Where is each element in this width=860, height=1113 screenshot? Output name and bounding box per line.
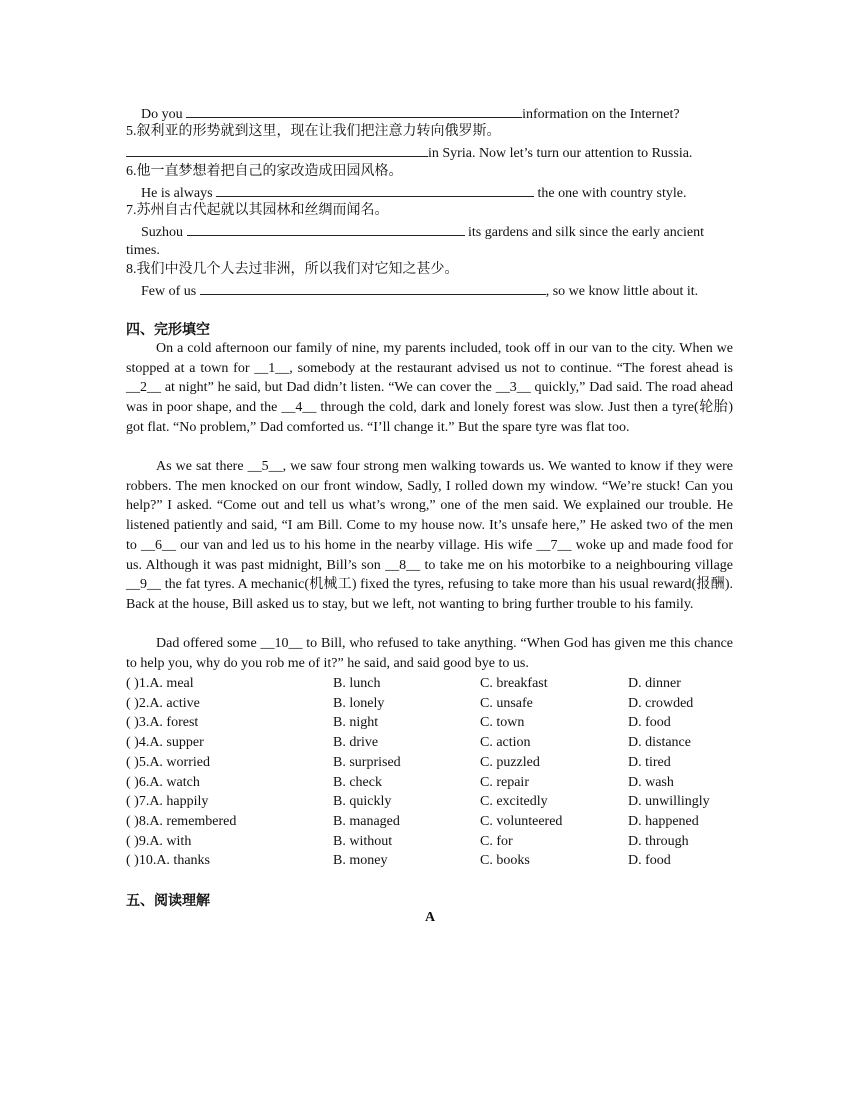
option-b[interactable]: B. managed — [333, 813, 400, 829]
option-row-4[interactable] — [126, 733, 733, 753]
q8-english-line — [141, 280, 733, 302]
q6-en-start: He is always — [141, 186, 213, 201]
q8-answer-blank[interactable] — [200, 280, 546, 295]
q4-en-end: information on the Internet? — [522, 107, 680, 122]
option-a[interactable]: ( )5.A. worried — [126, 754, 210, 770]
q7-english-continuation: times. — [126, 243, 160, 258]
q7-en-end: its gardens and silk since the early ancient — [468, 225, 704, 240]
option-a[interactable]: ( )7.A. happily — [126, 794, 209, 810]
q8-chinese-line: 8.我们中没几个人去过非洲，所以我们对它知之甚少。 — [126, 262, 459, 277]
option-a[interactable]: ( )8.A. remembered — [126, 813, 237, 829]
option-b[interactable]: B. quickly — [333, 794, 392, 810]
option-row-2[interactable] — [126, 694, 733, 714]
option-d[interactable]: D. dinner — [628, 676, 681, 691]
q5-english-line — [126, 142, 733, 164]
option-b[interactable]: B. surprised — [333, 754, 401, 770]
q4-en-start: Do you — [141, 107, 183, 122]
option-c[interactable]: C. volunteered — [480, 813, 563, 829]
q5-chinese-line: 5.叙利亚的形势就到这里，现在让我们把注意力转向俄罗斯。 — [126, 124, 501, 139]
q8-en-end: , so we know little about it. — [545, 284, 699, 299]
option-row-1[interactable] — [126, 674, 733, 694]
option-a[interactable]: ( )9.A. with — [126, 833, 192, 849]
option-c[interactable]: C. unsafe — [480, 695, 533, 711]
q5-en-end: in Syria. Now let’s turn our attention to Russia. — [428, 146, 693, 161]
option-row-8[interactable] — [126, 812, 733, 832]
option-d[interactable]: D. food — [628, 853, 671, 869]
option-row-7[interactable] — [126, 792, 733, 812]
option-c[interactable]: C. excitedly — [480, 794, 548, 810]
option-row-3[interactable] — [126, 713, 733, 733]
q7-en-start: Suzhou — [141, 225, 183, 240]
cloze-paragraph-3: Dad offered some __10__ to Bill, who refused to take anything. “When God has given me this chance to help you, why do you rob me of it?” he said, and said good bye to us. — [126, 636, 733, 671]
q6-chinese-line: 6.他一直梦想着把自己的家改造成田园风格。 — [126, 164, 403, 179]
q5-answer-blank[interactable] — [126, 142, 428, 157]
option-c[interactable]: C. books — [480, 853, 530, 869]
option-d[interactable]: D. wash — [628, 774, 674, 790]
q7-chinese-line: 7.苏州自古代起就以其园林和丝绸而闻名。 — [126, 203, 389, 218]
q7-english-line — [141, 221, 733, 243]
option-c[interactable]: C. puzzled — [480, 754, 540, 770]
option-b[interactable]: B. money — [333, 853, 388, 869]
option-a[interactable]: ( )2.A. active — [126, 695, 200, 711]
option-c[interactable]: C. action — [480, 735, 531, 751]
cloze-paragraph-2: As we sat there __5__, we saw four strong men walking towards us. We wanted to know if they were robbers. The men knocked on our front window, Sadly, I rolled down my window. “We’re stuck! Can you help?” I asked. “Come out and tell us what’s wrong,” one of the men said. We explained our trouble. He listened patiently and said, “I am Bill. Come to my house now. It’s unsafe here,” He asked two of the men to __6__ our van and led us to his home in the nearby village. His wife __7__ woke up and made food for us. Although it was past midnight, Bill’s son __8__ to take me on his motorbike to a neighbouring village __9__ the fat tyres. A mechanic(机械工) fixed the tyres, refusing to take more than his usual reward(报酬). Back at the house, Bill asked us to stay, but we left, not wanting to bring further trouble to his family. — [126, 459, 733, 612]
option-b[interactable]: B. lunch — [333, 676, 381, 691]
option-row-6[interactable] — [126, 773, 733, 793]
option-row-9[interactable] — [126, 832, 733, 852]
q8-en-start: Few of us — [141, 284, 197, 299]
cloze-heading: 四、完形填空 — [126, 323, 210, 338]
option-d[interactable]: D. crowded — [628, 695, 694, 711]
option-a[interactable]: ( )4.A. supper — [126, 735, 204, 751]
option-d[interactable]: D. distance — [628, 735, 691, 751]
reading-heading: 五、阅读理解 — [126, 894, 210, 909]
option-d[interactable]: D. happened — [628, 813, 699, 829]
option-b[interactable]: B. drive — [333, 735, 379, 751]
option-c[interactable]: C. breakfast — [480, 676, 548, 691]
option-c[interactable]: C. repair — [480, 774, 529, 790]
option-a[interactable]: ( )3.A. forest — [126, 715, 199, 731]
q6-en-end: the one with country style. — [537, 186, 687, 201]
option-b[interactable]: B. night — [333, 715, 379, 731]
option-a[interactable]: ( )6.A. watch — [126, 774, 200, 790]
option-b[interactable]: B. check — [333, 774, 382, 790]
option-row-5[interactable] — [126, 753, 733, 773]
option-a[interactable]: ( )10.A. thanks — [126, 853, 210, 869]
option-c[interactable]: C. for — [480, 833, 513, 849]
option-d[interactable]: D. through — [628, 833, 689, 849]
q4-answer-blank[interactable] — [186, 103, 522, 118]
option-b[interactable]: B. without — [333, 833, 393, 849]
reading-passage-label: A — [424, 910, 436, 925]
option-b[interactable]: B. lonely — [333, 695, 385, 711]
option-d[interactable]: D. tired — [628, 754, 671, 770]
option-row-10[interactable] — [126, 851, 733, 871]
option-c[interactable]: C. town — [480, 715, 525, 731]
option-a[interactable]: ( )1.A. meal — [126, 676, 194, 691]
q6-answer-blank[interactable] — [216, 182, 534, 197]
option-d[interactable]: D. food — [628, 715, 671, 731]
cloze-paragraph-1: On a cold afternoon our family of nine, my parents included, took off in our van to the city. When we stopped at a town for __1__, somebody at the restaurant advised us not to continue. “The forest ahead is __2__ at night” he said, but Dad didn’t listen. “We can cover the __3__ quickly,” Dad said. The road ahead was in poor shape, and the __4__ through the cold, dark and lonely forest was slow. Just then a tyre(轮胎) got flat. “No problem,” Dad comforted us. “I’ll change it.” But the spare tyre was flat too. — [126, 341, 733, 435]
q7-answer-blank[interactable] — [187, 221, 465, 236]
option-d[interactable]: D. unwillingly — [628, 794, 710, 810]
